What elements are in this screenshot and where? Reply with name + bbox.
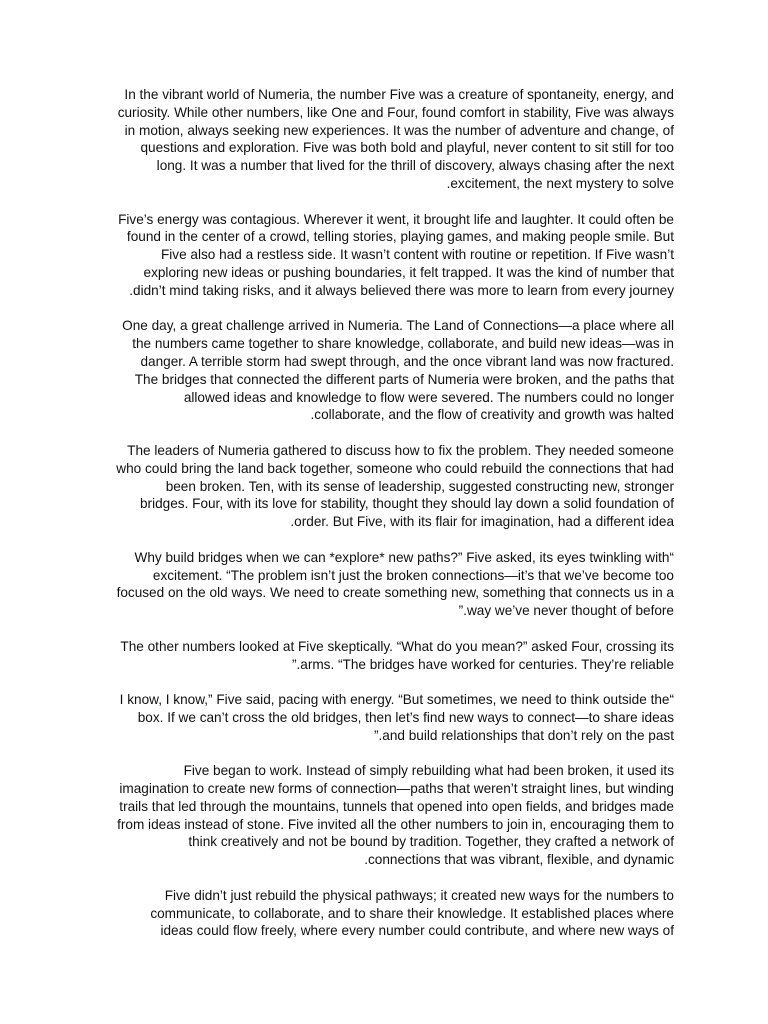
text-line: trails that led through the mountains, tunnels that opened into open fields, and bridges made bbox=[119, 798, 674, 814]
text-line: The bridges that connected the different parts of Numeria were broken, and the paths that bbox=[134, 371, 674, 387]
text-line: .connections that was vibrant, flexible, and dynamic bbox=[364, 852, 674, 868]
text-line: ”.arms. “The bridges have worked for centuries. They’re reliable bbox=[291, 656, 674, 672]
text-line: .collaborate, and the flow of creativity and growth was halted bbox=[310, 407, 674, 423]
text-line: communicate, to collaborate, and to share their knowledge. It established places where bbox=[150, 905, 674, 921]
text-line: Five also had a restless side. It wasn’t content with routine or repetition. If Five wasn’t bbox=[160, 247, 674, 263]
text-line: think creatively and not be bound by tradition. Together, they crafted a network of bbox=[188, 834, 674, 850]
text-line: excitement. “The problem isn’t just the broken connections—it’s that we’ve become too bbox=[152, 567, 674, 583]
text-line: ”.and build relationships that don’t rely on the past bbox=[373, 727, 674, 743]
text-line: ideas could flow freely, where every number could contribute, and where new ways of bbox=[160, 923, 674, 939]
paragraph bbox=[88, 442, 674, 531]
text-line: the numbers came together to share knowledge, collaborate, and build new ideas—was in bbox=[132, 336, 674, 352]
text-line: bridges. Four, with its love for stability, thought they should lay down a solid foundation of bbox=[140, 496, 674, 512]
text-line: danger. A terrible storm had swept through, and the once vibrant land was now fractured. bbox=[140, 353, 674, 369]
text-line: curiosity. While other numbers, like One and Four, found comfort in stability, Five was always bbox=[117, 104, 674, 120]
text-line: exploring new ideas or pushing boundaries, it felt trapped. It was the kind of number that bbox=[143, 264, 674, 280]
text-line: box. If we can’t cross the old bridges, then let’s find new ways to connect—to share ideas bbox=[137, 709, 674, 725]
paragraph bbox=[88, 211, 674, 300]
text-line: Five’s energy was contagious. Wherever it went, it brought life and laughter. It could often be bbox=[118, 211, 674, 227]
text-line: questions and exploration. Five was both bold and playful, never content to sit still for too bbox=[140, 140, 674, 156]
paragraph bbox=[88, 317, 674, 424]
text-line: .excitement, the next mystery to solve bbox=[446, 175, 674, 191]
text-line: from ideas instead of stone. Five invited all the other numbers to join in, encouraging them to bbox=[117, 816, 674, 832]
text-line: who could bring the land back together, someone who could rebuild the connections that had bbox=[116, 460, 674, 476]
text-line: allowed ideas and knowledge to flow were severed. The numbers could no longer bbox=[183, 389, 674, 405]
text-line: One day, a great challenge arrived in Numeria. The Land of Connections—a place where all bbox=[122, 318, 674, 334]
text-line: Five didn’t just rebuild the physical pathways; it created new ways for the numbers to bbox=[164, 887, 674, 903]
text-line: I know, I know,” Five said, pacing with energy. “But sometimes, we need to think outside the“ bbox=[119, 692, 674, 708]
paragraph bbox=[88, 762, 674, 869]
text-line: The leaders of Numeria gathered to discuss how to fix the problem. They needed someone bbox=[127, 442, 674, 458]
text-line: In the vibrant world of Numeria, the number Five was a creature of spontaneity, energy, and bbox=[124, 87, 674, 102]
text-line: in motion, always seeking new experiences. It was the number of adventure and change, of bbox=[124, 122, 674, 138]
paragraph bbox=[88, 638, 674, 674]
paragraph bbox=[88, 86, 674, 193]
text-line: focused on the old ways. We need to create something new, something that connects us in a bbox=[116, 585, 674, 601]
text-line: been broken. Ten, with its sense of leadership, suggested constructing new, stronger bbox=[165, 478, 674, 494]
text-line: .order. But Five, with its flair for imagination, had a different idea bbox=[290, 514, 674, 530]
text-line: imagination to create new forms of connection—paths that weren’t straight lines, but winding bbox=[119, 781, 674, 797]
text-line: Five began to work. Instead of simply rebuilding what had been broken, it used its bbox=[183, 763, 674, 779]
text-line: .didn’t mind taking risks, and it always believed there was more to learn from every journey bbox=[129, 282, 674, 298]
text-line: found in the center of a crowd, telling stories, playing games, and making people smile. But bbox=[126, 229, 674, 245]
text-line: long. It was a number that lived for the thrill of discovery, always chasing after the next bbox=[156, 158, 674, 174]
paragraph bbox=[88, 549, 674, 620]
document-page bbox=[88, 86, 674, 958]
text-line: ”.way we’ve never thought of before bbox=[458, 603, 674, 619]
text-line: Why build bridges when we can *explore* new paths?” Five asked, its eyes twinkling with“ bbox=[134, 549, 674, 565]
paragraph bbox=[88, 691, 674, 744]
paragraph bbox=[88, 887, 674, 940]
text-line: The other numbers looked at Five skeptically. “What do you mean?” asked Four, crossing its bbox=[120, 638, 674, 654]
